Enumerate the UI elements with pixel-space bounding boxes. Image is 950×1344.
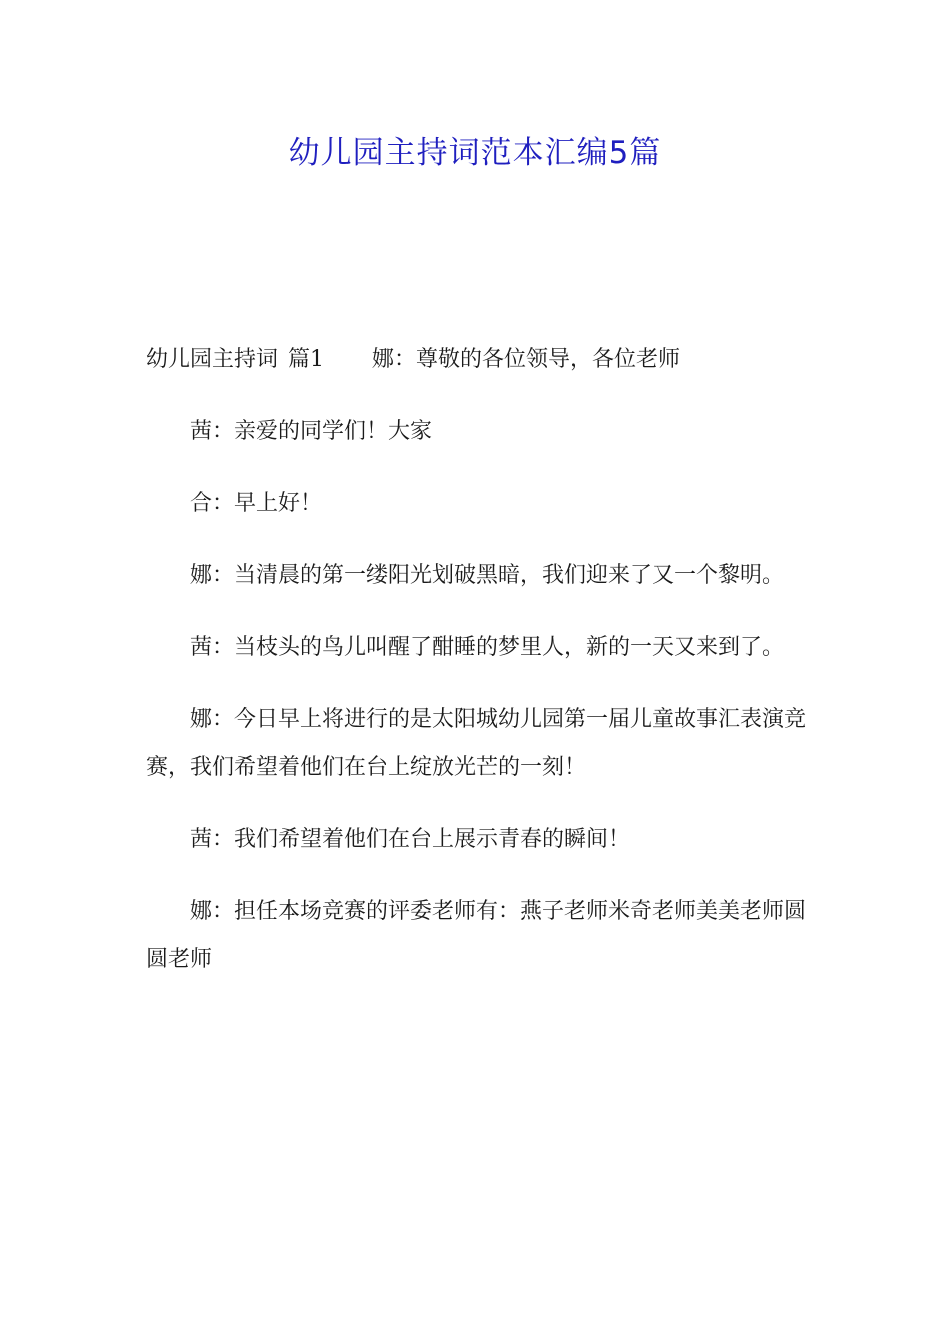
paragraph: 娜：今日早上将进行的是太阳城幼儿园第一届儿童故事汇表演竞赛，我们希望着他们在台上绽放光芒的一刻！ (146, 707, 807, 780)
paragraph: 娜：担任本场竞赛的评委老师有：燕子老师米奇老师美美老师圆圆老师 (146, 899, 807, 972)
document-title: 幼儿园主持词范本汇编5篇 (288, 135, 662, 171)
paragraph: 茜：当枝头的鸟儿叫醒了酣睡的梦里人，新的一天又来到了。 (190, 635, 785, 660)
paragraph: 茜：亲爱的同学们！大家 (190, 419, 433, 444)
opening-text: 娜：尊敬的各位领导，各位老师 (372, 347, 681, 372)
section-number: 篇1 (288, 347, 325, 372)
paragraph: 娜：当清晨的第一缕阳光划破黑暗，我们迎来了又一个黎明。 (190, 563, 785, 588)
paragraph: 茜：我们希望着他们在台上展示青春的瞬间！ (190, 827, 631, 852)
section-label: 幼儿园主持词 (146, 347, 279, 372)
document-body (146, 336, 806, 1008)
paragraph: 合：早上好！ (190, 491, 323, 516)
opening-line (146, 336, 806, 384)
